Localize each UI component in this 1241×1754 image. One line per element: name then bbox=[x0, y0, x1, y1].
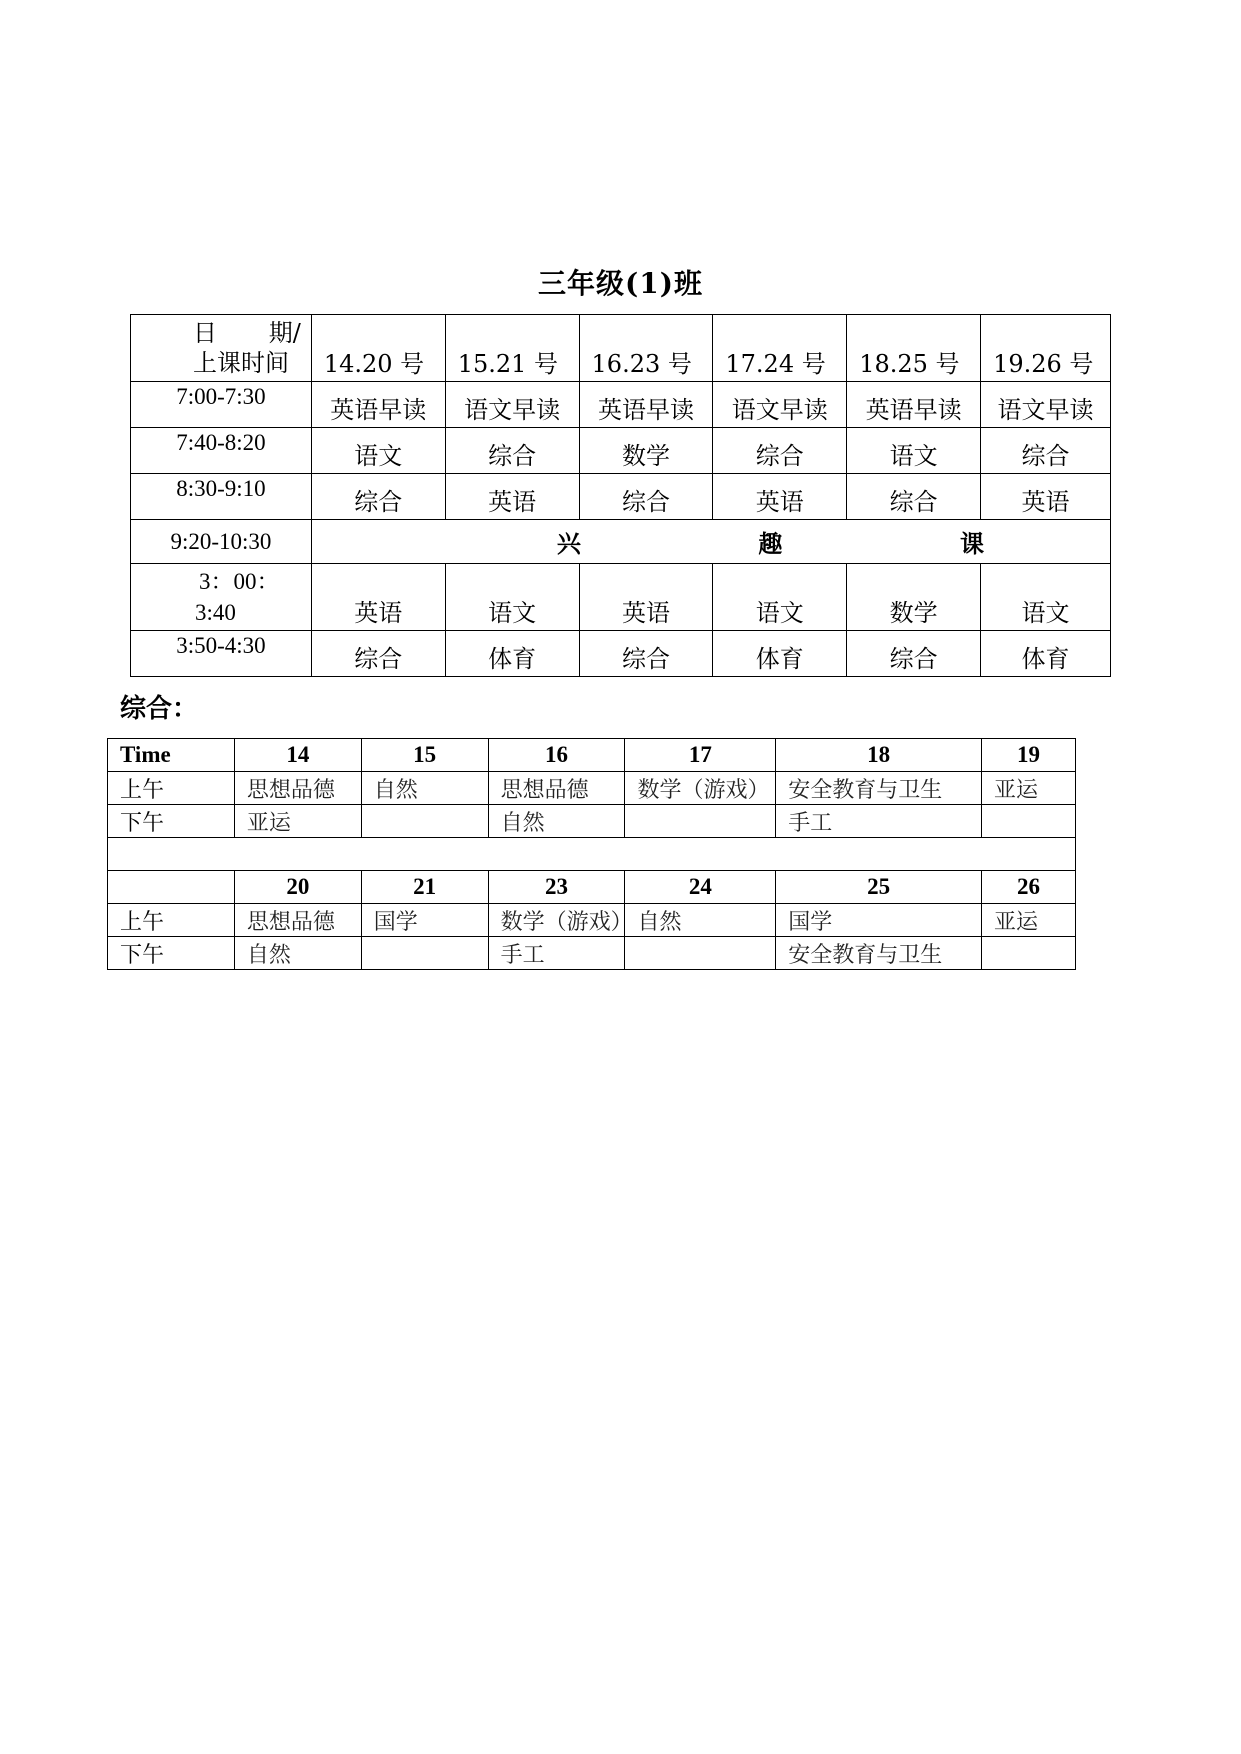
time-slot-line: 3:40 bbox=[195, 600, 236, 625]
synthesis-cell bbox=[361, 937, 488, 970]
time-slot: 3:50-4:30 bbox=[131, 631, 312, 677]
subject-cell: 英语早读 bbox=[579, 382, 713, 428]
class-schedule-table bbox=[130, 314, 1111, 677]
subject-cell: 体育 bbox=[981, 631, 1111, 677]
day-header: 15 bbox=[361, 739, 488, 772]
period-label: 上午 bbox=[108, 904, 235, 937]
page-title: 三年级(1)班 bbox=[538, 267, 703, 300]
date-header: 19.26 号 bbox=[981, 315, 1111, 382]
subject-cell: 综合 bbox=[713, 428, 847, 474]
subject-cell: 数学 bbox=[847, 564, 981, 631]
date-header: 17.24 号 bbox=[713, 315, 847, 382]
synthesis-cell bbox=[361, 805, 488, 838]
subject-cell: 英语 bbox=[981, 474, 1111, 520]
subject-cell: 语文 bbox=[847, 428, 981, 474]
corner-period-label: 期/ bbox=[268, 319, 301, 347]
schedule-row bbox=[131, 428, 1111, 474]
subject-cell: 综合 bbox=[847, 474, 981, 520]
day-header: 26 bbox=[982, 871, 1076, 904]
period-label: 下午 bbox=[108, 805, 235, 838]
synthesis-cell bbox=[982, 805, 1076, 838]
section-heading: 综合： bbox=[120, 694, 199, 724]
subject-cell: 综合 bbox=[311, 631, 445, 677]
synthesis-table bbox=[107, 738, 1076, 970]
synthesis-cell: 亚运 bbox=[234, 805, 361, 838]
synthesis-cell: 自然 bbox=[488, 805, 625, 838]
subject-cell: 英语早读 bbox=[311, 382, 445, 428]
date-header: 18.25 号 bbox=[847, 315, 981, 382]
interest-char: 兴 bbox=[556, 529, 581, 558]
time-slot: 7:00-7:30 bbox=[131, 382, 312, 428]
synthesis-cell: 国学 bbox=[776, 904, 982, 937]
subject-cell: 语文 bbox=[981, 564, 1111, 631]
subject-cell: 体育 bbox=[445, 631, 579, 677]
synthesis-cell: 自然 bbox=[234, 937, 361, 970]
synthesis-spacer-row bbox=[108, 838, 1076, 871]
synthesis-cell bbox=[625, 805, 776, 838]
schedule-corner-cell bbox=[131, 315, 312, 382]
time-slot bbox=[131, 564, 312, 631]
subject-cell: 综合 bbox=[579, 474, 713, 520]
synthesis-row bbox=[108, 772, 1076, 805]
subject-cell: 语文早读 bbox=[445, 382, 579, 428]
synthesis-cell: 亚运 bbox=[982, 904, 1076, 937]
period-label: 上午 bbox=[108, 772, 235, 805]
synthesis-row bbox=[108, 904, 1076, 937]
schedule-header-row bbox=[131, 315, 1111, 382]
day-header: 17 bbox=[625, 739, 776, 772]
time-slot: 9:20-10:30 bbox=[131, 520, 312, 564]
corner-date-label: 日 bbox=[193, 319, 217, 347]
day-header: 23 bbox=[488, 871, 625, 904]
day-header: 19 bbox=[982, 739, 1076, 772]
subject-cell: 英语 bbox=[311, 564, 445, 631]
subject-cell: 语文 bbox=[713, 564, 847, 631]
subject-cell: 语文 bbox=[445, 564, 579, 631]
synthesis-cell: 思想品德 bbox=[234, 772, 361, 805]
synthesis-row bbox=[108, 937, 1076, 970]
subject-cell: 语文早读 bbox=[981, 382, 1111, 428]
synthesis-cell: 自然 bbox=[361, 772, 488, 805]
interest-char: 趣 bbox=[758, 529, 783, 558]
schedule-row bbox=[131, 631, 1111, 677]
synthesis-cell: 手工 bbox=[488, 937, 625, 970]
subject-cell: 综合 bbox=[847, 631, 981, 677]
synthesis-cell: 亚运 bbox=[982, 772, 1076, 805]
synthesis-cell: 思想品德 bbox=[488, 772, 625, 805]
schedule-row bbox=[131, 474, 1111, 520]
subject-cell: 综合 bbox=[311, 474, 445, 520]
synthesis-cell bbox=[625, 937, 776, 970]
subject-cell: 英语 bbox=[713, 474, 847, 520]
subject-cell: 体育 bbox=[713, 631, 847, 677]
synthesis-cell: 思想品德 bbox=[234, 904, 361, 937]
interest-char: 课 bbox=[960, 529, 984, 558]
time-header: Time bbox=[108, 739, 235, 772]
schedule-row bbox=[131, 382, 1111, 428]
synthesis-cell: 安全教育与卫生 bbox=[776, 772, 982, 805]
day-header: 16 bbox=[488, 739, 625, 772]
synthesis-cell: 自然 bbox=[625, 904, 776, 937]
subject-cell: 英语早读 bbox=[847, 382, 981, 428]
blank-header bbox=[108, 871, 235, 904]
synthesis-cell bbox=[982, 937, 1076, 970]
day-header: 20 bbox=[234, 871, 361, 904]
synthesis-header-row bbox=[108, 739, 1076, 772]
synthesis-cell: 手工 bbox=[776, 805, 982, 838]
subject-cell: 英语 bbox=[579, 564, 713, 631]
synthesis-row bbox=[108, 805, 1076, 838]
interest-class-cell bbox=[311, 520, 1110, 564]
day-header: 14 bbox=[234, 739, 361, 772]
subject-cell: 综合 bbox=[981, 428, 1111, 474]
subject-cell: 数学 bbox=[579, 428, 713, 474]
time-slot: 8:30-9:10 bbox=[131, 474, 312, 520]
subject-cell: 综合 bbox=[445, 428, 579, 474]
synthesis-cell: 国学 bbox=[361, 904, 488, 937]
synthesis-header-row bbox=[108, 871, 1076, 904]
day-header: 21 bbox=[361, 871, 488, 904]
schedule-row bbox=[131, 564, 1111, 631]
corner-time-label: 上课时间 bbox=[193, 349, 289, 377]
subject-cell: 语文 bbox=[311, 428, 445, 474]
date-header: 14.20 号 bbox=[311, 315, 445, 382]
spacer-cell bbox=[108, 838, 1076, 871]
synthesis-cell: 安全教育与卫生 bbox=[776, 937, 982, 970]
time-slot: 7:40-8:20 bbox=[131, 428, 312, 474]
synthesis-cell: 数学（游戏） bbox=[625, 772, 776, 805]
day-header: 25 bbox=[776, 871, 982, 904]
synthesis-cell: 数学（游戏） bbox=[488, 904, 625, 937]
date-header: 16.23 号 bbox=[579, 315, 713, 382]
subject-cell: 语文早读 bbox=[713, 382, 847, 428]
interest-class-row bbox=[131, 520, 1111, 564]
subject-cell: 综合 bbox=[579, 631, 713, 677]
period-label: 下午 bbox=[108, 937, 235, 970]
day-header: 18 bbox=[776, 739, 982, 772]
subject-cell: 英语 bbox=[445, 474, 579, 520]
time-slot-line: 3：00： bbox=[199, 569, 280, 594]
day-header: 24 bbox=[625, 871, 776, 904]
date-header: 15.21 号 bbox=[445, 315, 579, 382]
